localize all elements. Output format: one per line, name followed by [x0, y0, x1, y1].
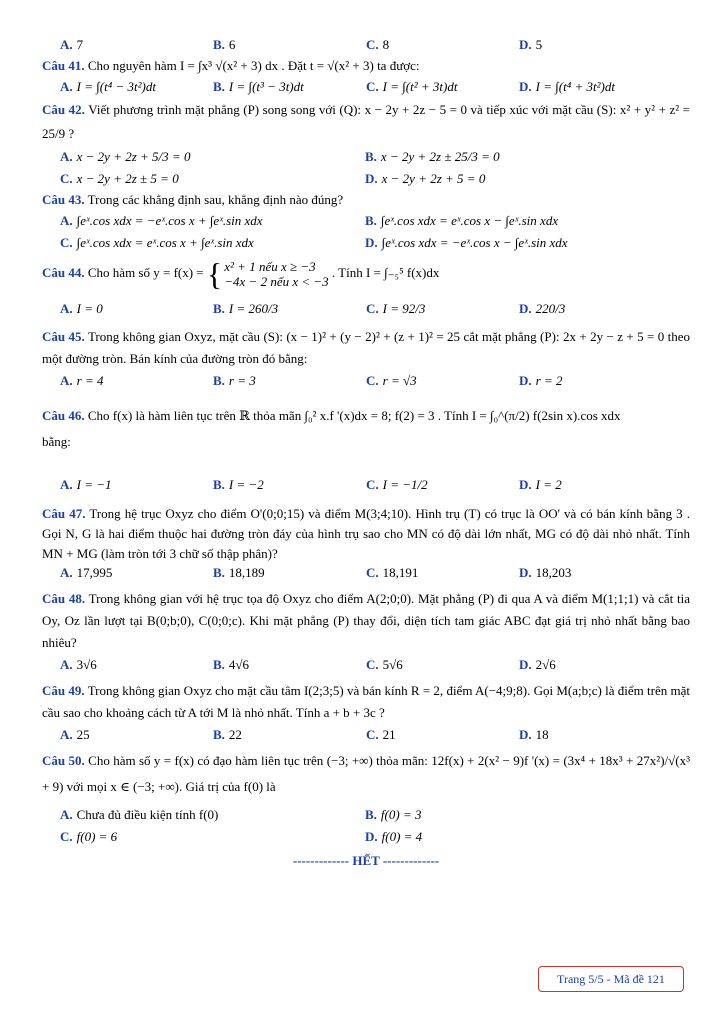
page-footer-box: [538, 966, 684, 992]
option-b: B. 6: [213, 37, 236, 52]
option-a: A. I = 0: [60, 301, 103, 316]
option-d: D. 2√6: [519, 657, 556, 672]
option-a: A. 7: [60, 37, 84, 52]
option-a: A. Chưa đủ điều kiện tính f(0): [60, 807, 219, 822]
option-d: D. I = 2: [519, 477, 562, 492]
option-a: A. 25: [60, 727, 90, 742]
q42-options-row2: [42, 168, 690, 190]
option-a: A. I = ∫(t⁴ − 3t²)dt: [60, 79, 156, 94]
option-c: C. ∫eˣ.cos xdx = eˣ.cos x + ∫eˣ.sin xdx: [60, 235, 254, 250]
option-a: A. r = 4: [60, 373, 104, 388]
exam-page: [42, 34, 690, 870]
option-d: D. r = 2: [519, 373, 563, 388]
q50-options-row1: [42, 804, 690, 826]
q40-options: [42, 34, 690, 56]
option-b: B. ∫eˣ.cos xdx = eˣ.cos x − ∫eˣ.sin xdx: [365, 213, 559, 228]
option-d: D. f(0) = 4: [365, 829, 423, 844]
option-a: A. 3√6: [60, 657, 97, 672]
q49-options: [42, 724, 690, 746]
q41-options: [42, 76, 690, 98]
option-b: B. 4√6: [213, 657, 250, 672]
option-d: D. x − 2y + 2z + 5 = 0: [365, 171, 486, 186]
question-46-tail: bằng:: [42, 434, 71, 449]
question-49: Câu 49. Trong không gian Oxyz cho mặt cầu tâm I(2;3;5) và bán kính R = 2, điểm A(−4;9;8). Gọi M(a;b;c) là điểm trên mặt cầu sao cho khoảng cách từ A tới M là nhỏ nhất. Tính a + b + 3c ?: [42, 683, 691, 720]
q45-options: [42, 370, 690, 392]
option-a: A. 17,995: [60, 565, 113, 580]
option-a: A. x − 2y + 2z + 5/3 = 0: [60, 149, 191, 164]
option-d: D. 5: [519, 37, 543, 52]
option-b: B. x − 2y + 2z ± 25/3 = 0: [365, 149, 500, 164]
option-c: C. 18,191: [366, 565, 419, 580]
option-b: B. I = 260/3: [213, 301, 279, 316]
option-b: B. r = 3: [213, 373, 256, 388]
option-b: B. I = −2: [213, 477, 264, 492]
piecewise-brace: { x² + 1 nếu x ≥ −3 −4x − 2 nếu x < −3: [206, 256, 329, 292]
q42-options-row1: [42, 146, 690, 168]
option-c: C. I = −1/2: [366, 477, 428, 492]
option-d: D. 220/3: [519, 301, 566, 316]
option-c: C. f(0) = 6: [60, 829, 118, 844]
question-42: Câu 42. Viết phương trình mặt phẳng (P) song song với (Q): x − 2y + 2z − 5 = 0 và tiếp xúc với mặt cầu (S): x² + y² + z² = 25/9 ?: [42, 102, 690, 141]
option-d: D. 18,203: [519, 565, 572, 580]
question-50: Câu 50. Cho hàm số y = f(x) có đạo hàm liên tục trên (−3; +∞) thỏa mãn: 12f(x) + 2(x² − 9)f '(x) = (3x⁴ + 18x³ + 27x²)/√(x³ + 9) với mọi x ∈ (−3; +∞). Giá trị của f(0) là: [42, 753, 691, 794]
question-44: Câu 44. Cho hàm số y = f(x) = { x² + 1 nếu x ≥ −3 −4x − 2 nếu x < −3 . Tính I = ∫₋₅⁵ f(x)dx: [42, 256, 440, 292]
question-46: Câu 46. Cho f(x) là hàm liên tục trên ℝ thỏa mãn ∫₀² x.f '(x)dx = 8; f(2) = 3 . Tính I = ∫₀^(π/2) f(2sin x).cos xdx: [42, 408, 621, 423]
option-c: C. x − 2y + 2z ± 5 = 0: [60, 171, 179, 186]
q44-options: [42, 298, 690, 320]
option-b: B. I = ∫(t³ − 3t)dt: [213, 79, 304, 94]
option-c: C. 5√6: [366, 657, 403, 672]
q48-options: [42, 654, 690, 676]
option-c: C. 21: [366, 727, 396, 742]
q50-options-row2: [42, 826, 690, 848]
option-b: B. 22: [213, 727, 242, 742]
option-b: B. 18,189: [213, 565, 265, 580]
option-c: C. r = √3: [366, 373, 417, 388]
option-d: D. ∫eˣ.cos xdx = −eˣ.cos x − ∫eˣ.sin xdx: [365, 235, 568, 250]
question-48: Câu 48. Trong không gian với hệ trục tọa độ Oxyz cho điểm A(2;0;0). Mặt phẳng (P) đi qua A và điểm M(1;1;1) và cắt tia Oy, Oz lần lượt tại B(0;b;0), C(0;0;c). Khi mặt phẳng (P) thay đổi, diện tích tam giác ABC đạt giá trị nhỏ nhất bằng bao nhiêu?: [42, 591, 691, 650]
option-a: A. I = −1: [60, 477, 112, 492]
option-c: C. I = 92/3: [366, 301, 426, 316]
option-d: D. 18: [519, 727, 549, 742]
end-marker: ------------- HẾT -------------: [292, 853, 440, 868]
option-b: B. f(0) = 3: [365, 807, 422, 822]
question-41: Câu 41. Cho nguyên hàm I = ∫x³ √(x² + 3) dx . Đặt t = √(x² + 3) ta được:: [42, 58, 420, 73]
q46-options: [42, 474, 690, 496]
q43-options-row1: [42, 210, 690, 232]
question-43: Câu 43. Trong các khẳng định sau, khẳng định nào đúng?: [42, 192, 344, 207]
option-c: C. 8: [366, 37, 390, 52]
q47-options: [42, 564, 690, 582]
option-c: C. I = ∫(t² + 3t)dt: [366, 79, 458, 94]
question-45: Câu 45. Trong không gian Oxyz, mặt cầu (S): (x − 1)² + (y − 2)² + (z + 1)² = 25 cắt mặt phẳng (P): 2x + 2y − z + 5 = 0 theo một đường tròn. Bán kính của đường tròn đó bằng:: [42, 329, 690, 366]
q43-options-row2: [42, 232, 690, 254]
page-footer-text: Trang 5/5 - Mã đề 121: [557, 971, 665, 986]
question-47: Câu 47. Trong hệ trục Oxyz cho điểm O'(0;0;15) và điểm M(3;4;10). Hình trụ (T) có trục là OO' và có bán kính bằng 3 . Gọi N, G là hai điểm thuộc hai đường tròn đáy của hình trụ sao cho MN có độ dài lớn nhất, MG có độ dài nhỏ nhất. Tính MN + MG (làm tròn tới 3 chữ số thập phân)?: [42, 506, 690, 561]
option-d: D. I = ∫(t⁴ + 3t²)dt: [519, 79, 615, 94]
option-a: A. ∫eˣ.cos xdx = −eˣ.cos x + ∫eˣ.sin xdx: [60, 213, 263, 228]
